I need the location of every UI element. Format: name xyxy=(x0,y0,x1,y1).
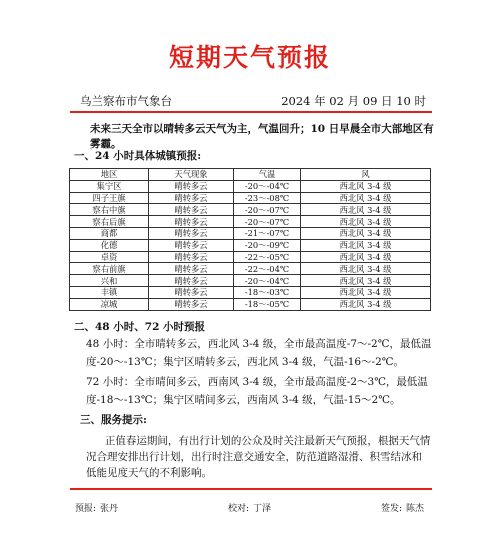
cell-temperature: -23～-08℃ xyxy=(234,192,301,204)
document-title: 短期天气预报 xyxy=(168,43,331,72)
forecast-72h: 72 小时：全市晴间多云，西南风 3-4 级，全市最高温度-2～3℃，最低温度-18～-13℃；集宁区晴间多云，西南风 3-4 级，气温-15～2℃。 xyxy=(86,376,428,406)
cell-temperature: -20～-04℃ xyxy=(234,275,301,287)
cell-wind: 西北风 3-4 级 xyxy=(301,216,431,228)
cell-weather: 晴转多云 xyxy=(149,239,234,251)
cell-weather: 晴转多云 xyxy=(149,216,234,228)
cell-region: 卓资 xyxy=(70,251,149,263)
top-divider xyxy=(70,111,432,113)
cell-wind: 西北风 3-4 级 xyxy=(301,192,431,204)
cell-weather: 晴转多云 xyxy=(149,263,234,275)
cell-region: 察右前旗 xyxy=(70,263,149,275)
header-weather: 天气现象 xyxy=(149,169,234,181)
cell-wind: 西北风 3-4 级 xyxy=(301,204,431,216)
agency-name: 乌兰察布市气象台 xyxy=(80,94,172,108)
proofreader-label: 校对: xyxy=(227,504,250,514)
cell-wind: 西北风 3-4 级 xyxy=(301,263,431,275)
section-2-heading: 二、48 小时、72 小时预报 xyxy=(74,321,206,333)
cell-weather: 晴转多云 xyxy=(149,192,234,204)
header-temperature: 气温 xyxy=(234,169,301,181)
issuer-label: 签发: xyxy=(380,504,402,514)
forecaster-name: 张丹 xyxy=(100,504,119,514)
document-meta xyxy=(80,93,426,109)
cell-region: 察右中旗 xyxy=(70,204,149,216)
table-row xyxy=(70,275,431,287)
cell-wind: 西北风 3-4 级 xyxy=(301,180,431,192)
table-row xyxy=(70,239,431,251)
cell-wind: 西北风 3-4 级 xyxy=(301,227,431,239)
table-row xyxy=(70,227,431,239)
table-row xyxy=(70,298,431,310)
forecast-48h: 48 小时：全市晴转多云，西北风 3-4 级，全市最高温度-7～-2℃，最低温度-20～-13℃；集宁区晴转多云，西北风 3-4 级，气温-16～-2℃。 xyxy=(86,338,432,368)
cell-region: 察右后旗 xyxy=(70,216,149,228)
cell-temperature: -18～-05℃ xyxy=(234,298,301,310)
cell-weather: 晴转多云 xyxy=(149,204,234,216)
cell-temperature: -22～-05℃ xyxy=(234,251,301,263)
cell-temperature: -20～-07℃ xyxy=(234,204,301,216)
issue-date: 2024 年 02 月 09 日 10 时 xyxy=(281,94,426,108)
cell-weather: 晴转多云 xyxy=(149,286,234,298)
summary-text: 未来三天全市以晴转多云天气为主，气温回升；10 日早晨全市大部地区有雾霾。 xyxy=(90,123,434,150)
table-row xyxy=(70,204,431,216)
table-row xyxy=(70,251,431,263)
cell-weather: 晴转多云 xyxy=(149,251,234,263)
service-tips: 正值春运期间，有出行计划的公众及时关注最新天气预报，根据天气情况合理安排出行计划，出行时注意交通安全，防范道路湿滑、积雪结冰和低能见度天气的不利影响。 xyxy=(86,435,431,479)
cell-wind: 西北风 3-4 级 xyxy=(301,239,431,251)
cell-weather: 晴转多云 xyxy=(149,298,234,310)
table-body xyxy=(70,180,431,310)
cell-wind: 西北风 3-4 级 xyxy=(301,286,431,298)
cell-weather: 晴转多云 xyxy=(149,180,234,192)
cell-temperature: -22～-04℃ xyxy=(234,263,301,275)
header-wind: 风 xyxy=(301,169,431,181)
issuer-credit xyxy=(381,501,424,514)
proofreader-credit xyxy=(228,501,271,514)
table-header-row xyxy=(70,169,431,181)
document-footer xyxy=(75,501,424,514)
cell-wind: 西北风 3-4 级 xyxy=(301,275,431,287)
cell-temperature: -20～-04℃ xyxy=(234,180,301,192)
section-3-heading: 三、服务提示: xyxy=(80,414,147,426)
cell-temperature: -20～-09℃ xyxy=(234,239,301,251)
issuer-name: 陈杰 xyxy=(405,504,424,514)
table-row xyxy=(70,180,431,192)
forecaster-label: 预报: xyxy=(75,504,97,514)
proofreader-name: 丁泽 xyxy=(253,504,272,514)
cell-temperature: -20～-07℃ xyxy=(234,216,301,228)
cell-wind: 西北风 3-4 级 xyxy=(301,251,431,263)
table-row xyxy=(70,263,431,275)
forecaster-credit xyxy=(75,501,118,514)
cell-region: 集宁区 xyxy=(70,180,149,192)
cell-region: 四子王旗 xyxy=(70,192,149,204)
cell-region: 化德 xyxy=(70,239,149,251)
cell-region: 丰镇 xyxy=(70,286,149,298)
header-region: 地区 xyxy=(70,169,149,181)
table-row xyxy=(70,286,431,298)
cell-temperature: -18～-03℃ xyxy=(234,286,301,298)
table-row xyxy=(70,192,431,204)
table-row xyxy=(70,216,431,228)
cell-temperature: -21～-07℃ xyxy=(234,227,301,239)
section-1-heading: 一、24 小时具体城镇预报: xyxy=(74,150,202,162)
cell-region: 兴和 xyxy=(70,275,149,287)
cell-region: 商都 xyxy=(70,227,149,239)
cell-region: 凉城 xyxy=(70,298,149,310)
cell-wind: 西北风 3-4 级 xyxy=(301,298,431,310)
bottom-divider xyxy=(70,488,432,490)
cell-weather: 晴转多云 xyxy=(149,275,234,287)
city-forecast-table xyxy=(69,168,431,311)
cell-weather: 晴转多云 xyxy=(149,227,234,239)
